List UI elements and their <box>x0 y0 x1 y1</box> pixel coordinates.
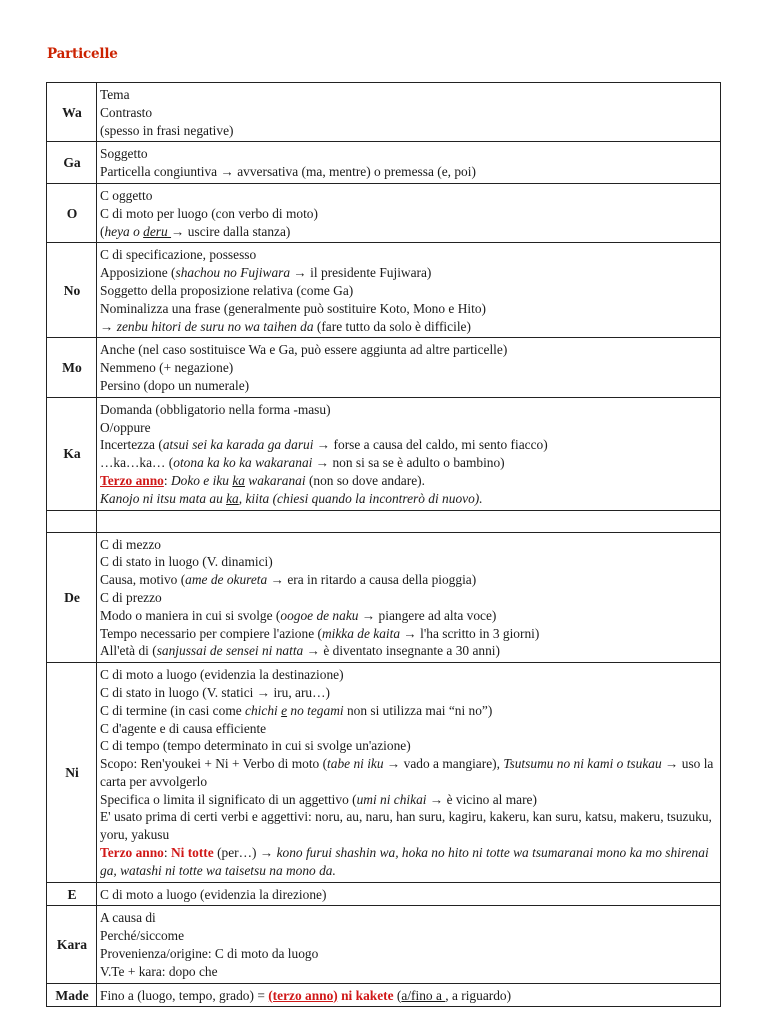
description-cell <box>97 83 721 142</box>
page-title: Particelle <box>47 46 118 62</box>
description-line <box>100 571 718 589</box>
text-segment: → vado a mangiare), <box>383 756 504 772</box>
text-segment: Soggetto <box>100 146 148 162</box>
description-line <box>100 223 718 241</box>
text-segment: Tsutsumu no ni kami o tsukau <box>503 756 662 772</box>
text-segment: Tempo necessario per compiere l'azione ( <box>100 625 322 641</box>
description-line <box>100 666 718 684</box>
text-segment: Apposizione ( <box>100 265 176 281</box>
description-line <box>100 607 718 625</box>
text-segment: Scopo: Ren'youkei + Ni + Verbo di moto ( <box>100 756 328 772</box>
text-segment: …ka…ka… ( <box>100 455 174 471</box>
text-segment: C di prezzo <box>100 589 162 605</box>
description-line <box>100 553 718 571</box>
description-line <box>100 963 718 981</box>
text-segment: mikka de kaita <box>321 625 401 641</box>
description-line <box>100 844 718 880</box>
text-segment: heya o <box>104 223 144 239</box>
description-line <box>100 419 718 437</box>
text-segment: ame de okureta <box>185 572 268 588</box>
text-segment: (non so dove andare). <box>305 472 425 488</box>
text-segment: Perché/siccome <box>100 928 185 944</box>
text-segment: Kanojo ni itsu mata au <box>100 490 227 506</box>
text-segment: ni kakete <box>337 987 394 1003</box>
text-segment: → non si sa se è adulto o bambino) <box>312 455 505 471</box>
text-segment: C d'agente e di causa efficiente <box>100 720 267 736</box>
description-line <box>100 490 718 508</box>
description-cell <box>97 510 721 532</box>
description-line <box>100 104 718 122</box>
table-row-made <box>47 983 721 1007</box>
description-line <box>100 300 718 318</box>
text-segment: atsui sei ka karada ga darui <box>162 437 314 453</box>
text-segment: chichi <box>245 702 282 718</box>
text-segment: : <box>163 845 171 861</box>
table-row-wa <box>47 83 721 142</box>
text-segment: Provenienza/origine: C di moto da luogo <box>100 946 319 962</box>
description-line <box>100 264 718 282</box>
text-segment: A causa di <box>100 910 156 926</box>
table-row-ni <box>47 663 721 883</box>
text-segment: no tegami <box>287 702 344 718</box>
description-line <box>100 808 718 844</box>
text-segment: oogoe de naku <box>280 607 359 623</box>
text-segment: Ni totte <box>170 845 214 861</box>
text-segment: , kiita (chiesi quando la incontrerò di nuovo). <box>238 490 483 506</box>
text-segment: Persino (dopo un numerale) <box>100 377 250 393</box>
description-line <box>100 377 718 395</box>
text-segment: C di stato in luogo (V. dinamici) <box>100 554 273 570</box>
text-segment: Terzo anno <box>100 472 164 488</box>
description-cell <box>97 397 721 510</box>
text-segment: → è diventato insegnante a 30 anni) <box>303 643 500 659</box>
text-segment: ( <box>393 987 402 1003</box>
description-line <box>100 205 718 223</box>
text-segment: C oggetto <box>100 187 153 203</box>
table-row-ka <box>47 397 721 510</box>
text-segment: Doko e iku <box>170 472 233 488</box>
text-segment: → uso la carta per avvolgerlo <box>100 756 714 789</box>
text-segment: Anche (nel caso sostituisce Wa e Ga, può essere aggiunta ad altre particelle) <box>100 342 508 358</box>
description-line <box>100 282 718 300</box>
table-row-de <box>47 532 721 663</box>
description-cell <box>97 243 721 338</box>
text-segment: C di tempo (tempo determinato in cui si svolge un'azione) <box>100 738 411 754</box>
particle-cell <box>47 510 97 532</box>
particle-cell: No <box>47 243 97 338</box>
particles-table <box>46 82 721 1007</box>
description-line <box>100 589 718 607</box>
description-cell <box>97 532 721 663</box>
text-segment: → l'ha scritto in 3 giorni) <box>400 625 540 641</box>
description-line <box>100 702 718 720</box>
text-segment: otona ka ko ka wakaranai <box>173 455 313 471</box>
text-segment: C di moto a luogo (evidenzia la direzione) <box>100 886 327 902</box>
text-segment: C di moto per luogo (con verbo di moto) <box>100 205 318 221</box>
description-line <box>100 472 718 490</box>
description-line <box>100 945 718 963</box>
description-line <box>100 401 718 419</box>
table-row-empty <box>47 510 721 532</box>
text-segment: V.Te + kara: dopo che <box>100 963 218 979</box>
particle-cell: Ga <box>47 142 97 184</box>
description-line <box>100 720 718 738</box>
text-segment: → forse a causa del caldo, mi sento fiacco) <box>313 437 548 453</box>
text-segment: C di moto a luogo (evidenzia la destinazione) <box>100 667 344 683</box>
text-segment: ( <box>100 223 105 239</box>
description-line <box>100 625 718 643</box>
particle-cell: Ni <box>47 663 97 883</box>
description-cell <box>97 338 721 397</box>
table-row-no <box>47 243 721 338</box>
text-segment: Contrasto <box>100 104 153 120</box>
text-segment: Causa, motivo ( <box>100 572 186 588</box>
text-segment: Particella congiuntiva → avversativa (ma, mentre) o premessa (e, poi) <box>100 164 476 180</box>
description-cell <box>97 183 721 242</box>
description-line <box>100 436 718 454</box>
text-segment: C di stato in luogo (V. statici → iru, aru…) <box>100 684 330 700</box>
table-row-ga <box>47 142 721 184</box>
description-cell <box>97 142 721 184</box>
description-line <box>100 318 718 336</box>
text-segment: → piangere ad alta voce) <box>358 607 497 623</box>
particle-cell: Mo <box>47 338 97 397</box>
text-segment: kono furui shashin wa, hoka no hito ni totte wa tsumaranai mono ka mo shirenai ga, watashi ni totte wa taisetsu na mono da. <box>100 845 709 878</box>
description-line <box>100 755 718 791</box>
text-segment: → <box>100 318 117 334</box>
text-segment: E' usato prima di certi verbi e aggettivi: noru, au, naru, han suru, kagiru, kakeru, kan suru, katsu, makeru, tsuzuku, yoru, yakusu <box>100 809 712 843</box>
text-segment: , a riguardo) <box>445 987 512 1003</box>
text-segment: zenbu hitori de suru no wa taihen da <box>116 318 314 334</box>
text-segment: deru <box>143 223 172 239</box>
text-segment: Fino a (luogo, tempo, grado) = <box>100 987 269 1003</box>
particle-cell: Ka <box>47 397 97 510</box>
description-line <box>100 737 718 755</box>
text-segment: Nominalizza una frase (generalmente può sostituire Koto, Mono e Hito) <box>100 300 486 316</box>
text-segment: sanjussai de sensei ni natta <box>156 643 304 659</box>
table-row-e <box>47 882 721 906</box>
text-segment: e <box>281 702 288 718</box>
description-line <box>100 122 718 140</box>
text-segment: → era in ritardo a causa della pioggia) <box>267 572 477 588</box>
text-segment: → uscire dalla stanza) <box>171 223 291 239</box>
description-cell <box>97 906 721 983</box>
text-segment: Domanda (obbligatorio nella forma -masu) <box>100 401 331 417</box>
table-row-mo <box>47 338 721 397</box>
text-segment: Specifica o limita il significato di un aggettivo ( <box>100 791 357 807</box>
description-line <box>100 987 718 1005</box>
description-cell <box>97 663 721 883</box>
text-segment: Nemmeno (+ negazione) <box>100 360 234 376</box>
text-segment: → il presidente Fujiwara) <box>290 265 432 281</box>
text-segment: non si utilizza mai “ni no”) <box>343 702 493 718</box>
text-segment: ka <box>232 472 245 488</box>
text-segment: (spesso in frasi negative) <box>100 122 234 138</box>
particle-cell: E <box>47 882 97 906</box>
description-line <box>100 642 718 660</box>
text-segment: Incertezza ( <box>100 437 163 453</box>
text-segment: wakaranai <box>244 472 306 488</box>
text-segment: C di mezzo <box>100 536 161 552</box>
text-segment: shachou no Fujiwara <box>175 265 291 281</box>
text-segment: a/fino a <box>401 987 446 1003</box>
description-line <box>100 454 718 472</box>
description-line <box>100 145 718 163</box>
text-segment: (terzo anno) <box>268 987 338 1003</box>
particle-cell: O <box>47 183 97 242</box>
text-segment: C di specificazione, possesso <box>100 247 257 263</box>
description-line <box>100 187 718 205</box>
description-cell <box>97 983 721 1007</box>
text-segment: Tema <box>100 87 130 102</box>
particle-cell: Kara <box>47 906 97 983</box>
table-row-kara <box>47 906 721 983</box>
description-line <box>100 163 718 181</box>
text-segment: O/oppure <box>100 419 151 435</box>
description-line <box>100 246 718 264</box>
text-segment: : <box>163 472 171 488</box>
text-segment: → è vicino al mare) <box>426 791 537 807</box>
description-line <box>100 86 718 104</box>
description-line <box>100 791 718 809</box>
description-line <box>100 927 718 945</box>
text-segment: C di termine (in casi come <box>100 702 246 718</box>
text-segment: Soggetto della proposizione relativa (come Ga) <box>100 282 354 298</box>
text-segment: (per…) → <box>213 845 277 861</box>
text-segment: All'età di ( <box>100 643 157 659</box>
text-segment: (fare tutto da solo è difficile) <box>313 318 471 334</box>
description-line <box>100 359 718 377</box>
particle-cell: Made <box>47 983 97 1007</box>
text-segment: Modo o maniera in cui si svolge ( <box>100 607 281 623</box>
description-cell <box>97 882 721 906</box>
description-line <box>100 536 718 554</box>
text-segment: tabe ni iku <box>327 756 384 772</box>
description-line <box>100 341 718 359</box>
table-row-o <box>47 183 721 242</box>
text-segment: umi ni chikai <box>356 791 427 807</box>
description-line <box>100 909 718 927</box>
particle-cell: De <box>47 532 97 663</box>
particle-cell: Wa <box>47 83 97 142</box>
description-line <box>100 684 718 702</box>
text-segment: Terzo anno <box>100 845 164 861</box>
text-segment: ka <box>226 490 239 506</box>
description-line <box>100 886 718 904</box>
